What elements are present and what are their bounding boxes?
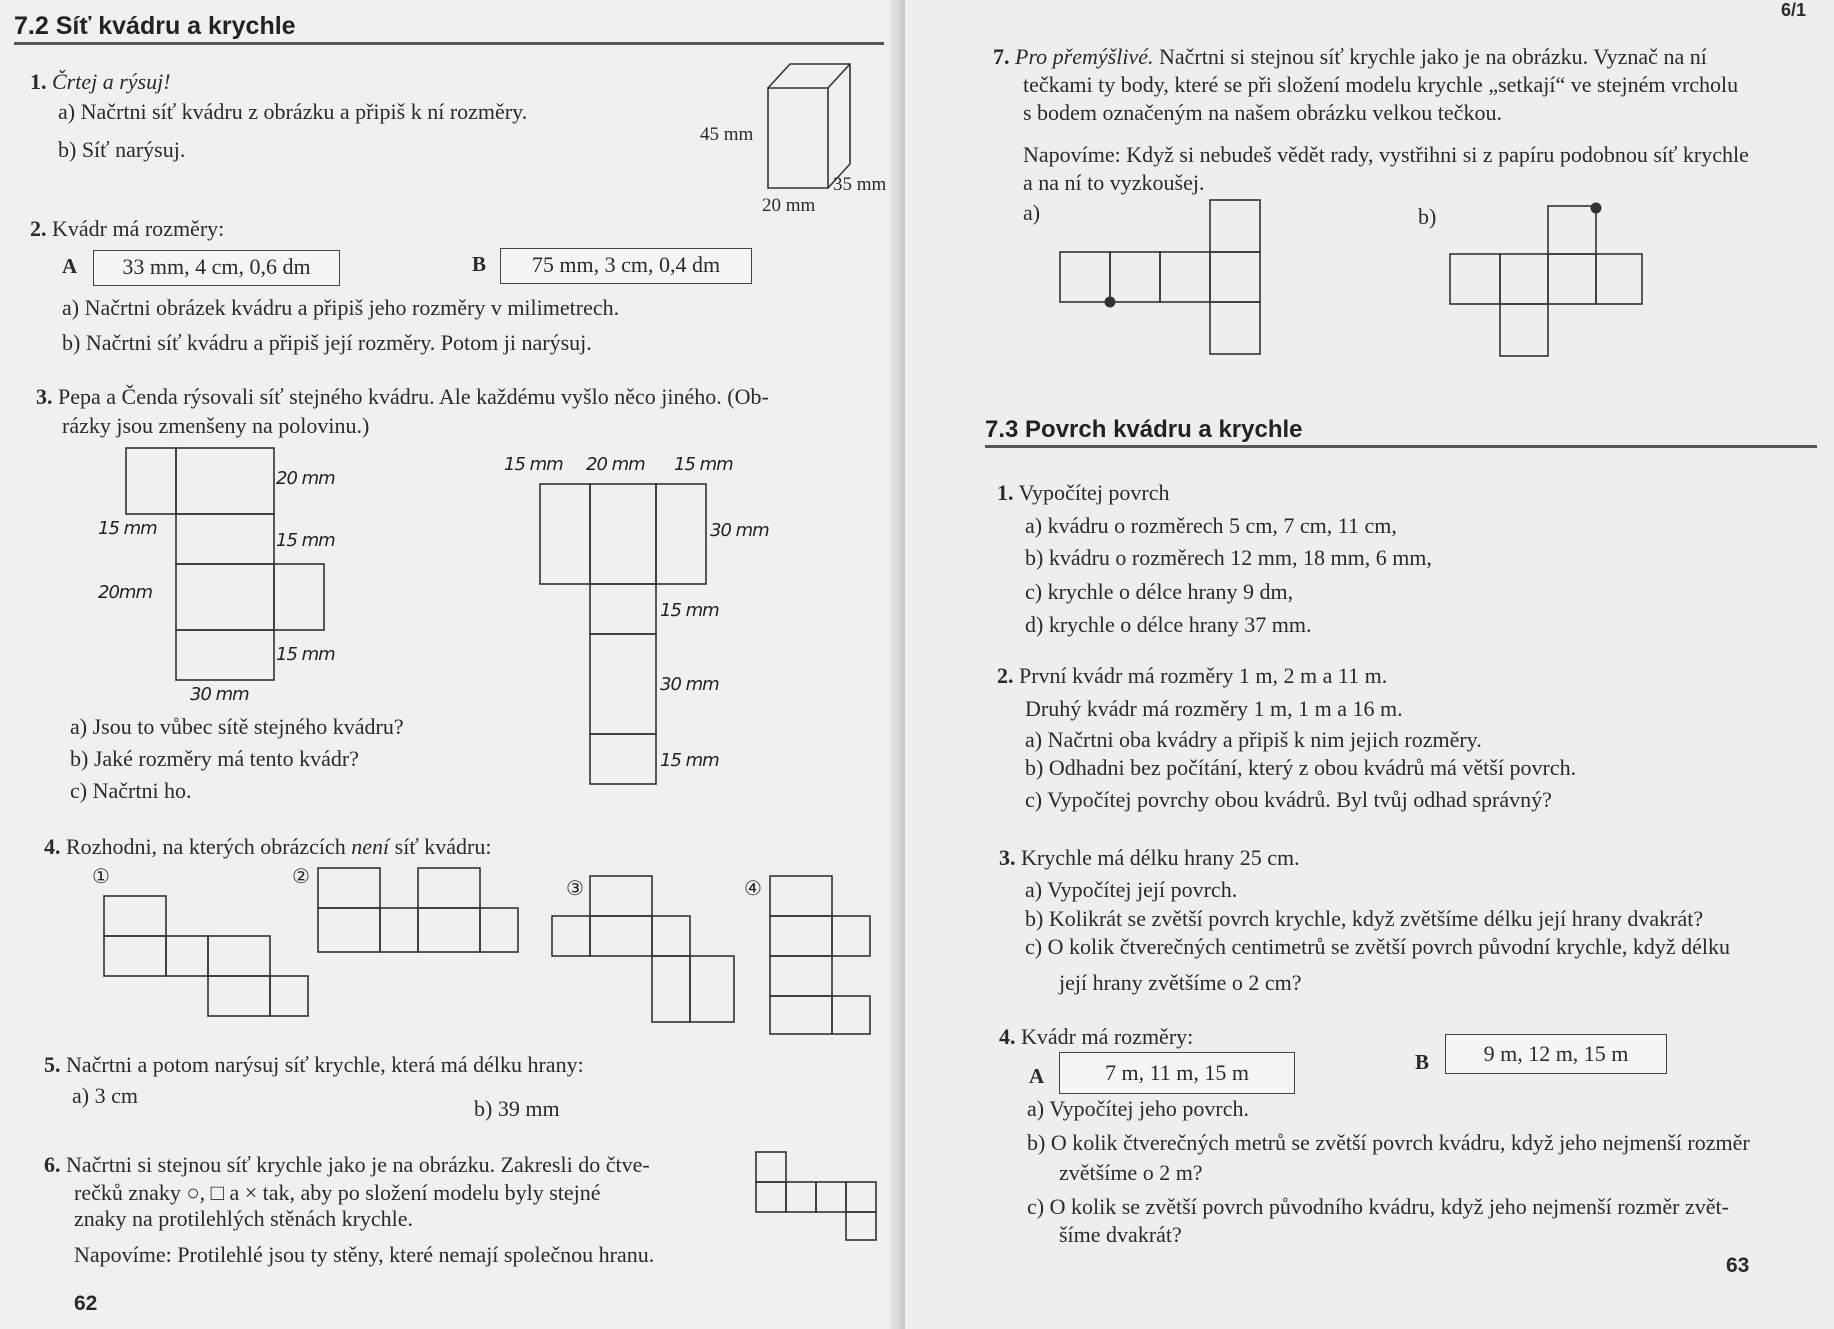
net2-label-15-right-a: 15 mm [660,600,719,621]
ex7-label-a: a) [1023,200,1041,225]
ex2-item-b: b) Načrtni síť kvádru a připiš její rozměry. Potom ji narýsuj. [62,330,592,355]
ex2-text: Kvádr má rozměry: [52,216,225,241]
r-ex2-line2: Druhý kvádr má rozměry 1 m, 1 m a 16 m. [1025,696,1403,721]
ex1-title: Črtej a rýsuj! [52,69,171,94]
r-ex2-item-a: a) Načrtni oba kvádry a připiš k nim jejich rozměry. [1025,727,1482,752]
ex3-line2: rázky jsou zmenšeny na polovinu.) [62,413,370,438]
ex1-item-b: b) Síť narýsuj. [58,137,186,162]
r-ex1-heading [997,478,1170,508]
r-ex4-item-c: c) O kolik se zvětší povrch původního kvádru, když jeho nejmenší rozměr zvět- [1027,1194,1729,1219]
ex7-number: 7. [993,44,1010,69]
section-rule-7-3 [985,445,1817,448]
ex6-hint: Napovíme: Protilehlé jsou ty stěny, které nemají společnou hranu. [74,1242,655,1267]
r-ex1-item-c: c) krychle o délce hrany 9 dm, [1025,579,1294,604]
figure-marker-3: ③ [566,878,584,900]
ex3-number: 3. [36,384,53,409]
net-figure-1 [104,896,308,1016]
net1-label-15-left: 15 mm [98,518,157,539]
cube-net-a [1060,200,1272,360]
section-title-7-2: 7.2 Síť kvádru a krychle [14,12,296,40]
net1-label-20-left: 20mm [98,582,152,603]
net2-label-15-right-b: 15 mm [660,750,719,771]
ex4-number: 4. [44,834,61,859]
net-figure-3 [552,876,736,1024]
r-ex1-item-d: d) krychle o délce hrany 37 mm. [1025,612,1312,637]
ex5-number: 5. [44,1052,61,1077]
r-ex4-item-a: a) Vypočítej jeho povrch. [1027,1096,1249,1121]
r-ex2-number: 2. [997,663,1014,688]
ex6-line1 [44,1150,650,1180]
ex6-line1-text: Načrtni si stejnou síť krychle jako je na obrázku. Zakresli do čtve- [66,1152,650,1177]
ex5-item-b: b) 39 mm [474,1096,560,1121]
ex4-heading [44,832,491,862]
ex7-line1-text: Načrtni si stejnou síť krychle jako je na obrázku. Vyznač na ní [1153,44,1707,69]
net-cenda [540,484,710,786]
r-ex3-number: 3. [999,845,1016,870]
net2-label-30-right: 30 mm [710,520,769,541]
r-ex4-number: 4. [999,1024,1016,1049]
net2-label-30-right-b: 30 mm [660,674,719,695]
r-ex3-item-a: a) Vypočítej její povrch. [1025,877,1238,902]
net2-label-15-top-a: 15 mm [504,454,563,475]
ex3-item-c: c) Načrtni ho. [70,778,192,803]
ex3-item-a: a) Jsou to vůbec sítě stejného kvádru? [70,714,404,739]
ex2-number: 2. [30,216,47,241]
ex6-number: 6. [44,1152,61,1177]
r-ex3-text: Krychle má délku hrany 25 cm. [1021,845,1300,870]
r-ex1-number: 1. [997,480,1014,505]
left-page [0,0,905,1329]
r-ex2-item-c: c) Vypočítej povrchy obou kvádrů. Byl tvůj odhad správný? [1025,787,1552,812]
ex1-heading [30,67,171,97]
corner-mark: 6/1 [1781,0,1807,20]
ex4-text-post: síť kvádru: [389,834,492,859]
r-ex4-text: Kvádr má rozměry: [1021,1024,1194,1049]
ex7-line3: s bodem označeným na našem obrázku velkou tečkou. [1023,100,1502,125]
section-rule [14,42,884,45]
ex3-line1 [36,382,769,412]
net-figure-4 [770,876,872,1036]
ex3-line1-text: Pepa a Čenda rýsovali síť stejného kvádru. Ale každému vyšlo něco jiného. (Ob- [58,384,769,409]
ex6-line2: rečků znaky ○, □ a × tak, aby po složení modelu byly stejné [74,1180,601,1205]
net1-label-20-top: 20 mm [276,468,335,489]
r-ex4-item-b: b) O kolik čtverečných metrů se zvětší povrch kvádru, když jeho nejmenší rozměr [1027,1130,1750,1155]
ex7-title: Pro přemýšlivé. [1015,44,1154,69]
dim-width-label: 20 mm [762,195,816,216]
ex6-line3: znaky na protilehlých stěnách krychle. [74,1206,414,1231]
ex7-line4: Napovíme: Když si nebudeš vědět rady, vystřihni si z papíru podobnou síť krychle [1023,142,1749,167]
r-ex4-label-b: B [1415,1050,1430,1074]
r-ex4-item-b2: zvětšíme o 2 m? [1059,1160,1203,1185]
ex2-label-a: A [62,254,78,278]
r-ex1-text: Vypočítej povrch [1018,480,1170,505]
ex7-line5: a na ní to vyzkoušej. [1023,170,1205,195]
ex7-line2: tečkami ty body, které se při složení modelu krychle „setkají“ ve stejném vrcholu [1023,72,1739,97]
r-ex1-item-a: a) kvádru o rozměrech 5 cm, 7 cm, 11 cm, [1025,513,1397,538]
r-ex2-line1 [997,661,1387,691]
figure-marker-1: ① [92,866,110,888]
net2-label-15-top-b: 15 mm [674,454,733,475]
ex5-text: Načrtni a potom narýsuj síť krychle, která má délku hrany: [66,1052,584,1077]
ex2-heading [30,214,224,244]
net2-label-20-top: 20 mm [586,454,645,475]
ex4-text-em: není [351,834,390,859]
ex7-line1 [993,42,1707,72]
ex1-item-a: a) Načrtni síť kvádru z obrázku a připiš k ní rozměry. [58,99,528,124]
net-figure-6 [756,1152,880,1242]
ex7-label-b: b) [1418,204,1437,229]
page-number-right: 63 [1726,1254,1750,1277]
ex2-box-a: 33 mm, 4 cm, 0,6 dm [93,250,340,286]
net1-label-30-bottom: 30 mm [190,684,249,705]
r-ex2-line1-text: První kvádr má rozměry 1 m, 2 m a 11 m. [1019,663,1388,688]
ex5-heading [44,1050,584,1080]
r-ex3-item-b: b) Kolikrát se zvětší povrch krychle, když zvětšíme délku její hrany dvakrát? [1025,906,1704,931]
net-figure-2 [318,868,522,952]
dim-depth-label: 35 mm [833,174,887,195]
ex2-label-b: B [472,252,487,276]
net1-label-15-low: 15 mm [276,644,335,665]
r-ex4-box-b: 9 m, 12 m, 15 m [1445,1034,1667,1074]
ex2-box-b: 75 mm, 3 cm, 0,4 dm [500,248,752,284]
r-ex4-box-a: 7 m, 11 m, 15 m [1059,1052,1295,1094]
figure-marker-2: ② [292,866,310,888]
ex5-item-a: a) 3 cm [72,1083,138,1108]
r-ex4-item-c2: šíme dvakrát? [1059,1222,1182,1247]
page-number-left: 62 [74,1292,98,1315]
r-ex2-item-b: b) Odhadni bez počítání, který z obou kvádrů má větší povrch. [1025,755,1577,780]
r-ex3-item-c2: její hrany zvětšíme o 2 cm? [1059,970,1302,995]
net1-label-15-mid: 15 mm [276,530,335,551]
right-page [905,0,1834,1329]
ex1-number: 1. [30,69,47,94]
ex4-text-pre: Rozhodni, na kterých obrázcích [66,834,352,859]
r-ex4-heading [999,1022,1193,1052]
r-ex4-label-a: A [1029,1064,1045,1088]
cube-net-b [1450,206,1644,362]
section-title-7-3: 7.3 Povrch kvádru a krychle [985,416,1303,443]
ex2-item-a: a) Načrtni obrázek kvádru a připiš jeho rozměry v milimetrech. [62,295,620,320]
r-ex3-item-c: c) O kolik čtverečných centimetrů se zvětší povrch původní krychle, když délku [1025,934,1730,959]
figure-marker-4: ④ [744,878,762,900]
r-ex3-heading [999,843,1300,873]
dim-height-label: 45 mm [700,124,754,145]
ex3-item-b: b) Jaké rozměry má tento kvádr? [70,746,359,771]
r-ex1-item-b: b) kvádru o rozměrech 12 mm, 18 mm, 6 mm, [1025,545,1432,570]
